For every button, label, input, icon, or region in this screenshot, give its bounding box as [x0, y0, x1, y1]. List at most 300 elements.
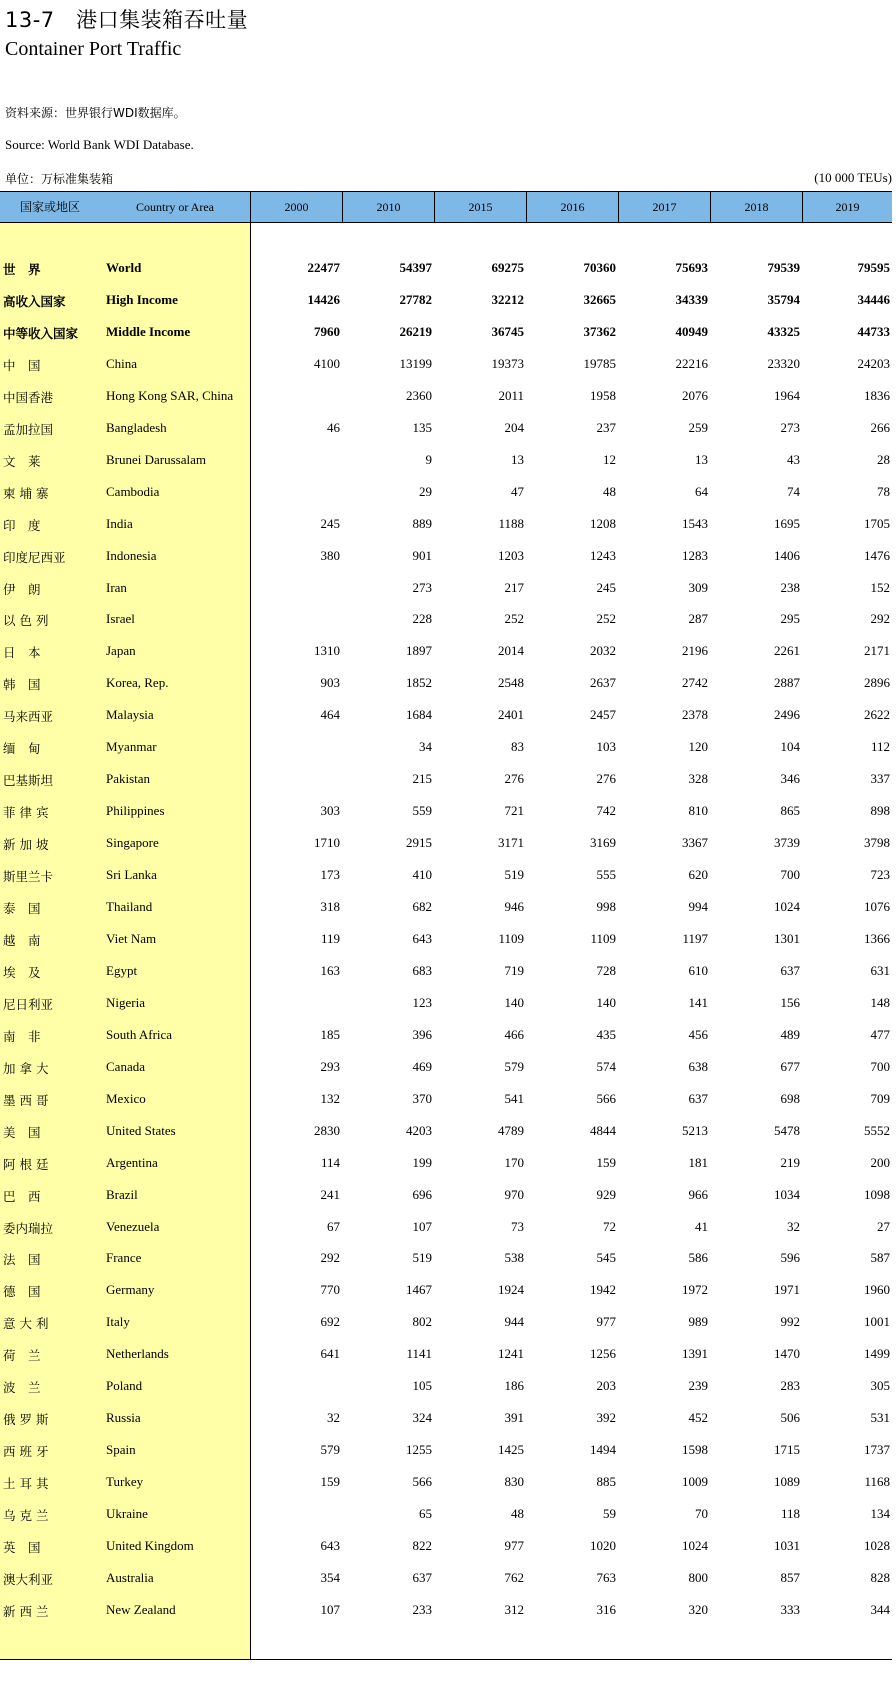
country-name-cn: 英 国	[3, 1540, 41, 1555]
value-cell-2019: 1076	[864, 899, 890, 914]
value-cell-2015: 83	[511, 739, 524, 755]
value-cell-2010: 683	[412, 962, 432, 978]
country-name-en: Japan	[106, 643, 136, 659]
value-cell-2019: 631	[870, 962, 890, 978]
value-cell-2016: 1109	[590, 930, 616, 946]
value-cell-2000: 185	[320, 1026, 340, 1042]
value-cell-2015: 47	[511, 483, 524, 499]
country-name-en: Middle Income	[106, 323, 191, 339]
value-cell-2019: 723	[870, 867, 890, 883]
table-row	[0, 987, 892, 1019]
country-name-en: Hong Kong SAR, China	[106, 387, 234, 403]
value-cell-2000: 1310	[314, 643, 340, 659]
table-row	[0, 1530, 892, 1562]
country-name-cn: 孟加拉国	[3, 421, 54, 437]
value-cell-2017: 994	[688, 899, 708, 914]
country-name-cn: 埃 及	[3, 964, 41, 980]
value-cell-2010: 643	[412, 930, 432, 946]
value-cell-2017: 181	[688, 1154, 708, 1170]
country-name-cn: 泰 国	[3, 901, 41, 916]
source-note-en: Source: World Bank WDI Database.	[5, 137, 194, 152]
value-cell-2018: 992	[780, 1314, 800, 1330]
table-row	[0, 1242, 892, 1274]
value-cell-2015: 1425	[498, 1442, 524, 1458]
country-name-en: Brunei Darussalam	[106, 451, 207, 467]
value-cell-2010: 29	[419, 483, 432, 499]
country-name-en: Singapore	[106, 835, 159, 851]
country-name-cn: 阿 根 廷	[3, 1156, 49, 1172]
value-cell-2015: 1188	[498, 515, 524, 531]
country-name-cn: 韩 国	[3, 677, 41, 693]
value-cell-2018: 79539	[767, 260, 800, 275]
value-cell-2018: 43325	[767, 323, 800, 339]
value-cell-2019: 2171	[864, 643, 890, 659]
value-cell-2016: 728	[596, 962, 616, 978]
header-country-en: Country or Area	[100, 192, 251, 222]
value-cell-2016: 48	[603, 483, 616, 499]
table-row	[0, 1434, 892, 1466]
value-cell-2010: 1897	[406, 643, 432, 659]
value-cell-2017: 41	[695, 1218, 708, 1234]
value-cell-2000: 303	[320, 803, 340, 819]
value-cell-2017: 22216	[675, 355, 708, 371]
value-cell-2019: 79595	[857, 260, 890, 275]
table-row	[0, 859, 892, 891]
value-cell-2010: 469	[412, 1058, 432, 1074]
value-cell-2016: 245	[596, 579, 616, 595]
country-name-en: France	[106, 1250, 142, 1266]
header-year-2016: 2016	[527, 192, 619, 222]
value-cell-2010: 26219	[399, 323, 432, 339]
value-cell-2017: 800	[688, 1569, 708, 1585]
value-cell-2015: 48	[511, 1506, 524, 1522]
value-cell-2016: 998	[596, 899, 616, 914]
table-row	[0, 923, 892, 955]
value-cell-2016: 37362	[583, 323, 616, 339]
value-cell-2015: 970	[504, 1186, 524, 1202]
value-cell-2017: 1598	[682, 1442, 708, 1458]
table-row	[0, 572, 892, 604]
value-cell-2018: 219	[780, 1154, 800, 1170]
table-row	[0, 603, 892, 635]
value-cell-2019: 1168	[864, 1474, 890, 1490]
value-cell-2018: 104	[780, 739, 800, 755]
value-cell-2010: 2915	[406, 835, 432, 851]
value-cell-2000: 643	[320, 1538, 340, 1553]
value-cell-2016: 12	[603, 451, 616, 467]
value-cell-2000: 2830	[314, 1122, 340, 1138]
country-name-cn: 澳大利亚	[3, 1571, 54, 1587]
country-name-en: India	[106, 515, 133, 531]
value-cell-2016: 574	[596, 1058, 616, 1074]
header-country-cn: 国家或地区	[19, 200, 80, 214]
value-cell-2019: 700	[870, 1058, 890, 1074]
table-row	[0, 1402, 892, 1434]
value-cell-2015: 538	[504, 1250, 524, 1266]
value-cell-2019: 1737	[864, 1442, 890, 1458]
value-cell-2010: 27782	[399, 291, 432, 307]
table-row	[0, 1370, 892, 1402]
country-name-cn: 美 国	[3, 1124, 41, 1140]
header-year-2017: 2017	[619, 192, 711, 222]
value-cell-2017: 120	[688, 739, 708, 755]
value-cell-2010: 901	[412, 547, 432, 563]
value-cell-2018: 238	[780, 579, 800, 595]
table-row	[0, 795, 892, 827]
value-cell-2016: 2637	[590, 675, 616, 691]
table-row	[0, 1562, 892, 1594]
value-cell-2019: 200	[870, 1154, 890, 1170]
table-row	[0, 1274, 892, 1306]
value-cell-2015: 719	[504, 962, 524, 978]
country-name-cn: 墨 西 哥	[3, 1092, 49, 1108]
table-row	[0, 763, 892, 795]
value-cell-2018: 857	[780, 1569, 800, 1585]
table-row	[0, 699, 892, 731]
value-cell-2017: 259	[688, 419, 708, 435]
table-row	[0, 508, 892, 540]
country-name-en: Pakistan	[106, 771, 151, 787]
country-name-en: Indonesia	[106, 547, 157, 563]
value-cell-2015: 762	[504, 1569, 524, 1585]
value-cell-2010: 324	[412, 1410, 432, 1426]
value-cell-2019: 152	[870, 579, 890, 595]
country-name-en: Philippines	[106, 803, 165, 819]
value-cell-2016: 72	[603, 1218, 616, 1234]
table-row	[0, 1115, 892, 1147]
value-cell-2016: 435	[596, 1026, 616, 1042]
value-cell-2010: 696	[412, 1186, 432, 1202]
value-cell-2000: 292	[320, 1250, 340, 1266]
country-name-cn: 斯里兰卡	[3, 869, 54, 885]
value-cell-2019: 344	[870, 1601, 890, 1617]
source-note-cn: 资料来源：世界银行WDI数据库。	[5, 106, 186, 120]
value-cell-2010: 34	[419, 739, 432, 755]
value-cell-2017: 141	[688, 994, 708, 1010]
value-cell-2018: 283	[780, 1378, 800, 1394]
value-cell-2000: 163	[320, 962, 340, 978]
value-cell-2010: 9	[425, 451, 432, 467]
value-cell-2000: 46	[327, 419, 340, 435]
value-cell-2015: 4789	[498, 1122, 524, 1138]
table-row	[0, 1306, 892, 1338]
table-row	[0, 540, 892, 572]
table-row	[0, 444, 892, 476]
country-name-cn: 法 国	[3, 1252, 41, 1268]
country-name-cn: 印度尼西亚	[3, 549, 66, 565]
value-cell-2016: 19785	[583, 355, 616, 371]
country-name-en: Thailand	[106, 899, 153, 914]
value-cell-2018: 506	[780, 1410, 800, 1426]
table-row	[0, 380, 892, 412]
value-cell-2015: 830	[504, 1474, 524, 1490]
value-cell-2016: 1942	[590, 1282, 616, 1298]
country-name-cn: 马来西亚	[3, 709, 54, 725]
value-cell-2017: 586	[688, 1250, 708, 1266]
value-cell-2016: 763	[596, 1569, 616, 1585]
country-name-en: United Kingdom	[106, 1538, 194, 1553]
value-cell-2016: 237	[596, 419, 616, 435]
value-cell-2015: 1241	[498, 1346, 524, 1362]
table-row	[0, 667, 892, 699]
value-cell-2019: 27	[877, 1218, 890, 1234]
value-cell-2018: 1695	[774, 515, 800, 531]
value-cell-2000: 380	[320, 547, 340, 563]
country-name-cn: 波 兰	[3, 1380, 41, 1396]
value-cell-2019: 1960	[864, 1282, 890, 1298]
value-cell-2019: 1001	[864, 1314, 890, 1330]
value-cell-2000: 14426	[307, 291, 340, 307]
value-cell-2019: 24203	[857, 355, 890, 371]
value-cell-2015: 217	[504, 579, 524, 595]
table-row	[0, 316, 892, 348]
value-cell-2000: 173	[320, 867, 340, 883]
country-name-en: Poland	[106, 1378, 143, 1394]
value-cell-2000: 132	[320, 1090, 340, 1106]
value-cell-2010: 802	[412, 1314, 432, 1330]
value-cell-2016: 1020	[590, 1538, 616, 1553]
value-cell-2017: 75693	[675, 260, 708, 275]
value-cell-2000: 692	[320, 1314, 340, 1330]
value-cell-2018: 2261	[774, 643, 800, 659]
value-cell-2010: 1467	[406, 1282, 432, 1298]
value-cell-2015: 170	[504, 1154, 524, 1170]
table-row	[0, 1211, 892, 1243]
country-name-en: Viet Nam	[106, 930, 157, 946]
value-cell-2010: 370	[412, 1090, 432, 1106]
country-name-cn: 乌 克 兰	[3, 1508, 49, 1524]
country-name-cn: 越 南	[3, 932, 41, 948]
country-name-cn: 加 拿 大	[3, 1060, 49, 1076]
value-cell-2000: 245	[320, 515, 340, 531]
country-name-cn: 中 国	[3, 357, 41, 373]
value-cell-2000: 579	[320, 1442, 340, 1458]
value-cell-2015: 276	[504, 771, 524, 787]
value-cell-2016: 203	[596, 1378, 616, 1394]
value-cell-2015: 204	[504, 419, 524, 435]
value-cell-2018: 1715	[774, 1442, 800, 1458]
country-name-en: High Income	[106, 291, 178, 307]
value-cell-2018: 1034	[774, 1186, 800, 1202]
header-year-2018: 2018	[711, 192, 803, 222]
value-cell-2018: 43	[787, 451, 800, 467]
value-cell-2017: 2742	[682, 675, 708, 691]
value-cell-2018: 23320	[767, 355, 800, 371]
value-cell-2018: 1089	[774, 1474, 800, 1490]
value-cell-2000: 7960	[314, 323, 340, 339]
value-cell-2019: 112	[870, 739, 890, 755]
value-cell-2017: 620	[688, 867, 708, 883]
value-cell-2010: 105	[412, 1378, 432, 1394]
value-cell-2018: 32	[787, 1218, 800, 1234]
value-cell-2019: 148	[870, 994, 890, 1010]
country-name-cn: 巴基斯坦	[3, 773, 54, 789]
country-name-cn: 中国香港	[3, 389, 54, 405]
country-name-en: Argentina	[106, 1154, 158, 1170]
value-cell-2016: 59	[603, 1506, 616, 1522]
value-cell-2010: 519	[412, 1250, 432, 1266]
value-cell-2019: 1705	[864, 515, 890, 531]
value-cell-2000: 770	[320, 1282, 340, 1298]
value-cell-2019: 1366	[864, 930, 890, 946]
value-cell-2000: 464	[320, 707, 340, 723]
value-cell-2017: 34339	[675, 291, 708, 307]
country-name-en: Israel	[106, 611, 135, 627]
value-cell-2010: 2360	[406, 387, 432, 403]
value-cell-2015: 32212	[491, 291, 524, 307]
value-cell-2010: 1684	[406, 707, 432, 723]
value-cell-2018: 2887	[774, 675, 800, 691]
value-cell-2015: 36745	[491, 323, 524, 339]
country-name-en: Spain	[106, 1442, 136, 1458]
value-cell-2015: 1203	[498, 547, 524, 563]
value-cell-2015: 2014	[498, 643, 524, 659]
value-cell-2019: 1028	[864, 1538, 890, 1553]
value-cell-2016: 2032	[590, 643, 616, 659]
value-cell-2010: 199	[412, 1154, 432, 1170]
header-year-2000: 2000	[251, 192, 343, 222]
value-cell-2019: 2622	[864, 707, 890, 723]
country-name-en: Korea, Rep.	[106, 675, 169, 691]
value-cell-2010: 559	[412, 803, 432, 819]
table-row	[0, 827, 892, 859]
value-cell-2019: 531	[870, 1410, 890, 1426]
header-year-2015: 2015	[435, 192, 527, 222]
value-cell-2015: 519	[504, 867, 524, 883]
value-cell-2019: 1098	[864, 1186, 890, 1202]
value-cell-2016: 103	[596, 739, 616, 755]
value-cell-2019: 898	[870, 803, 890, 819]
value-cell-2015: 977	[504, 1538, 524, 1553]
value-cell-2019: 305	[870, 1378, 890, 1394]
value-cell-2017: 1009	[682, 1474, 708, 1490]
country-name-en: Bangladesh	[106, 419, 167, 435]
table-row	[0, 1019, 892, 1051]
value-cell-2015: 3171	[498, 835, 524, 851]
country-name-en: Australia	[106, 1569, 154, 1585]
table-bottom-rule	[0, 1659, 892, 1660]
country-name-cn: 文 莱	[3, 453, 41, 469]
value-cell-2016: 276	[596, 771, 616, 787]
value-cell-2017: 1391	[682, 1346, 708, 1362]
value-cell-2015: 721	[504, 803, 524, 819]
country-name-cn: 世 界	[3, 262, 41, 277]
country-name-cn: 日 本	[3, 645, 41, 661]
value-cell-2017: 70	[695, 1506, 708, 1522]
country-name-en: Nigeria	[106, 994, 145, 1010]
value-cell-2019: 292	[870, 611, 890, 627]
value-cell-2017: 2378	[682, 707, 708, 723]
unit-note-cn: 单位：万标准集装箱	[5, 172, 114, 186]
value-cell-2000: 241	[320, 1186, 340, 1202]
value-cell-2017: 309	[688, 579, 708, 595]
value-cell-2016: 140	[596, 994, 616, 1010]
value-cell-2010: 135	[412, 419, 432, 435]
value-cell-2017: 239	[688, 1378, 708, 1394]
value-cell-2018: 5478	[774, 1122, 800, 1138]
country-name-en: Germany	[106, 1282, 155, 1298]
country-name-en: South Africa	[106, 1026, 173, 1042]
value-cell-2019: 828	[870, 1569, 890, 1585]
value-cell-2015: 252	[504, 611, 524, 627]
table-row	[0, 1083, 892, 1115]
value-cell-2000: 119	[320, 930, 340, 946]
country-name-cn: 菲 律 宾	[3, 805, 49, 821]
value-cell-2017: 3367	[682, 835, 708, 851]
value-cell-2017: 989	[688, 1314, 708, 1330]
value-cell-2015: 13	[511, 451, 524, 467]
value-cell-2000: 4100	[314, 355, 340, 371]
value-cell-2015: 19373	[491, 355, 524, 371]
value-cell-2015: 391	[504, 1410, 524, 1426]
value-cell-2018: 1301	[774, 930, 800, 946]
value-cell-2010: 1255	[406, 1442, 432, 1458]
value-cell-2017: 638	[688, 1058, 708, 1074]
value-cell-2016: 929	[596, 1186, 616, 1202]
value-cell-2018: 333	[780, 1601, 800, 1617]
table-row	[0, 1179, 892, 1211]
value-cell-2018: 1024	[774, 899, 800, 914]
value-cell-2010: 682	[412, 899, 432, 914]
value-cell-2016: 1208	[590, 515, 616, 531]
value-cell-2018: 489	[780, 1026, 800, 1042]
value-cell-2018: 35794	[767, 291, 800, 307]
value-cell-2018: 1031	[774, 1538, 800, 1553]
value-cell-2018: 677	[780, 1058, 800, 1074]
value-cell-2000: 293	[320, 1058, 340, 1074]
value-cell-2017: 1283	[682, 547, 708, 563]
value-cell-2000: 354	[320, 1569, 340, 1585]
country-name-cn: 委内瑞拉	[3, 1220, 54, 1236]
value-cell-2016: 1494	[590, 1442, 616, 1458]
value-cell-2019: 134	[870, 1506, 890, 1522]
value-cell-2015: 69275	[491, 260, 524, 275]
value-cell-2015: 2401	[498, 707, 524, 723]
header-year-2019: 2019	[835, 200, 860, 214]
value-cell-2015: 140	[504, 994, 524, 1010]
value-cell-2018: 3739	[774, 835, 800, 851]
country-name-cn: 巴 西	[3, 1188, 41, 1204]
value-cell-2015: 2011	[498, 387, 524, 403]
value-cell-2018: 1964	[774, 387, 800, 403]
country-name-cn: 土 耳 其	[3, 1476, 49, 1492]
country-name-en: China	[106, 355, 138, 371]
value-cell-2016: 70360	[583, 260, 616, 275]
value-cell-2016: 159	[596, 1154, 616, 1170]
value-cell-2017: 64	[695, 483, 708, 499]
country-name-cn: 印 度	[3, 517, 41, 533]
table-row	[0, 284, 892, 316]
value-cell-2019: 709	[870, 1090, 890, 1106]
value-cell-2018: 698	[780, 1090, 800, 1106]
value-cell-2010: 822	[412, 1538, 432, 1553]
value-cell-2000: 903	[320, 675, 340, 691]
value-cell-2018: 1470	[774, 1346, 800, 1362]
table-row	[0, 1147, 892, 1179]
country-name-cn: 伊 朗	[3, 581, 41, 597]
value-cell-2010: 273	[412, 579, 432, 595]
value-cell-2016: 1256	[590, 1346, 616, 1362]
value-cell-2015: 1109	[498, 930, 524, 946]
country-name-cn: 荷 兰	[3, 1348, 41, 1364]
value-cell-2015: 541	[504, 1090, 524, 1106]
value-cell-2015: 312	[504, 1601, 524, 1617]
table-row	[0, 1594, 892, 1626]
value-cell-2010: 215	[412, 771, 432, 787]
table-row	[0, 476, 892, 508]
country-name-en: Canada	[106, 1058, 145, 1074]
value-cell-2015: 946	[504, 899, 524, 914]
